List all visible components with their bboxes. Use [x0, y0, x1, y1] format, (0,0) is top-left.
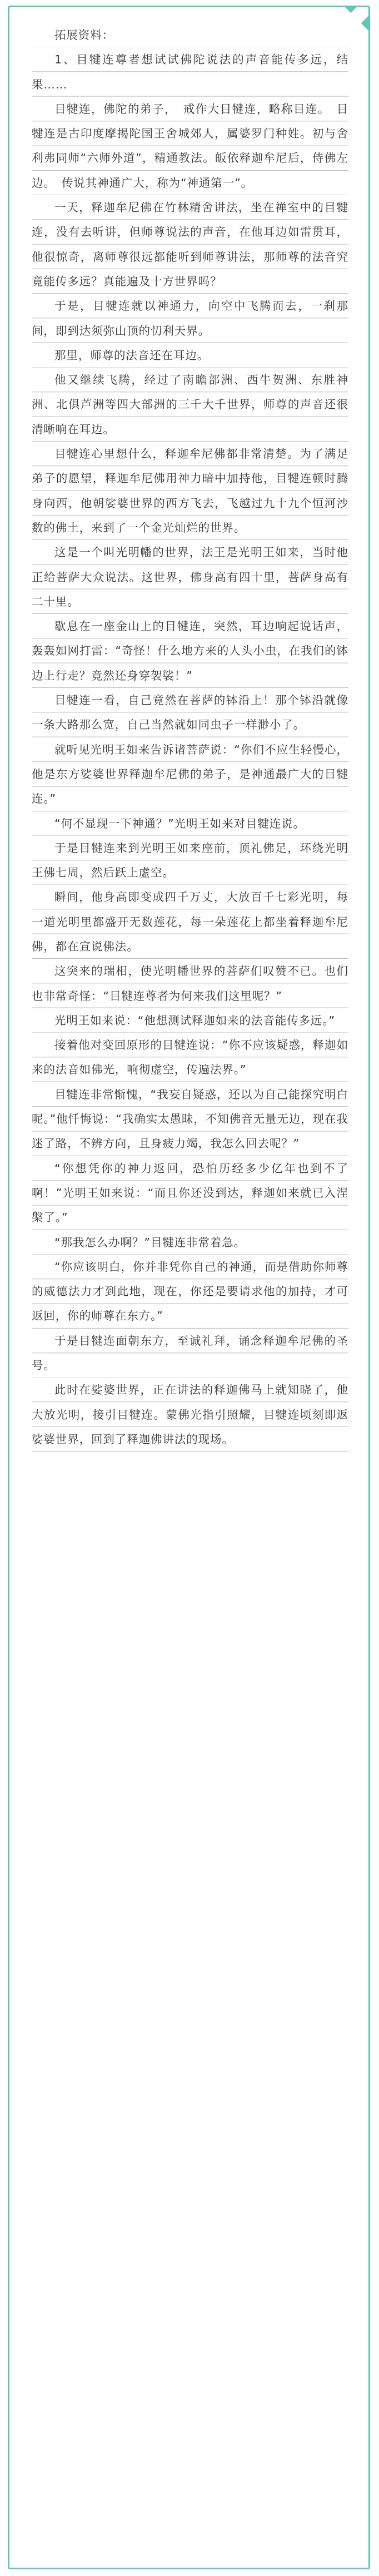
- paragraph: 这是一个叫光明幡的世界，法王是光明王如来，当时他正给菩萨大众说法。这世界，佛身高有四十里，菩萨身高有二十里。: [32, 540, 348, 614]
- paragraph: 接着他对变回原形的目犍连说：“你不应该疑惑，释迦如来的法音如佛光，响彻虚空，传遍法界。”: [32, 1033, 348, 1082]
- paragraph-list: [32, 47, 348, 1452]
- article-body: [32, 23, 348, 1452]
- paragraph: 瞬间，他身高即变成四千万丈，大放百千七彩光明，每一道光明里都盛开无数莲花，每一朵莲花上都坐着释迦牟尼佛，都在宣说佛法。: [32, 885, 348, 959]
- paragraph: 目犍连非常惭愧，“我妄自疑惑，还以为自己能探究明白呢。”他忏悔说：“我确实太愚昧，不知佛音无量无边，现在我迷了路，不辨方向，且身疲力竭，我怎么回去呢？”: [32, 1082, 348, 1156]
- paragraph: 目犍连一看，自己竟然在菩萨的钵沿上！那个钵沿就像一条大路那么宽，自己当然就如同虫子一样渺小了。: [32, 688, 348, 737]
- paragraph: 那里，师尊的法音还在耳边。: [32, 343, 348, 368]
- paragraph: “何不显现一下神通？”光明王如来对目犍连说。: [32, 811, 348, 836]
- paragraph: 1、目犍连尊者想试试佛陀说法的声音能传多远，结果……: [32, 47, 348, 97]
- paragraph: “你应该明白，你并非凭你自己的神通，而是借助你师尊的威德法力才到此地，现在，你还是要请求他的加持，才可返回，你的师尊在东方。”: [32, 1255, 348, 1329]
- content-card: [8, 6, 370, 2569]
- paragraph: 光明王如来说：“他想测试释迦如来的法音能传多远。”: [32, 1008, 348, 1033]
- paragraph: “那我怎么办啊？”目犍连非常着急。: [32, 1230, 348, 1255]
- paragraph: 目犍连心里想什么，释迦牟尼佛都非常清楚。为了满足弟子的愿望，释迦牟尼佛用神力暗中加持他，目犍连顿时腾身向西，他朝娑婆世界的西方飞去，飞越过九十九个恒河沙数的佛土，来到了一个金光灿烂的世界。: [32, 442, 348, 540]
- paragraph: 他又继续飞腾，经过了南瞻部洲、西牛贺洲、东胜神洲、北俱芦洲等四大部洲的三千大千世界，师尊的声音还很清晰响在耳边。: [32, 368, 348, 442]
- paragraph: 歇息在一座金山上的目犍连，突然，耳边响起说话声，轰轰如网打雷：“奇怪！什么地方来的人头小虫，在我们的钵边上行走？竟然还身穿袈裟！”: [32, 614, 348, 688]
- paragraph: 于是，目犍连就以神通力，向空中飞腾而去，一刹那间，即到达须弥山顶的忉利天界。: [32, 294, 348, 343]
- paragraph: 于是目犍连面朝东方，至诚礼拜，诵念释迦牟尼佛的圣号。: [32, 1329, 348, 1378]
- paragraph: “你想凭你的神力返回，恐怕历经多少亿年也到不了啊！”光明王如来说：“而且你还没到达，释迦如来就已入涅槃了。”: [32, 1156, 348, 1230]
- paragraph: 于是目犍连来到光明王如来座前，顶礼佛足，环绕光明王佛七周，然后跃上虚空。: [32, 836, 348, 885]
- paragraph: 这突来的瑞相，使光明幡世界的菩萨们叹赞不已。也们也非常奇怪：“目犍连尊者为何来我们这里呢？”: [32, 959, 348, 1008]
- paragraph: 一天，释迦牟尼佛在竹林精舍讲法，坐在禅室中的目犍连，没有去听讲，但师尊说法的声音，在他耳边如雷贯耳，他很惊奇，离师尊很远都能听到师尊讲法，那师尊的法音究竟能传多远？真能遍及十方世界吗？: [32, 195, 348, 294]
- section-heading: 拓展资料：: [32, 23, 348, 47]
- paragraph: 就听见光明王如来告诉诸菩萨说：“你们不应生轻慢心，他是东方娑婆世界释迦牟尼佛的弟子，是神通最广大的目犍连。”: [32, 737, 348, 811]
- paragraph: 此时在娑婆世界，正在讲法的释迦佛马上就知晓了，他大放光明，接引目犍连。蒙佛光指引照耀，目犍连顷刻即返娑婆世界，回到了释迦佛讲法的现场。: [32, 1378, 348, 1452]
- paragraph: 目犍连，佛陀的弟子， 戒作大目犍连，略称目连。 目犍连是古印度摩揭陀国王舍城郊人，属婆罗门种姓。初与舍利弗同师“六师外道”，精通教法。皈依释迦牟尼后，侍佛左边。 传说其神通广大，称为“神通第一”。: [32, 97, 348, 195]
